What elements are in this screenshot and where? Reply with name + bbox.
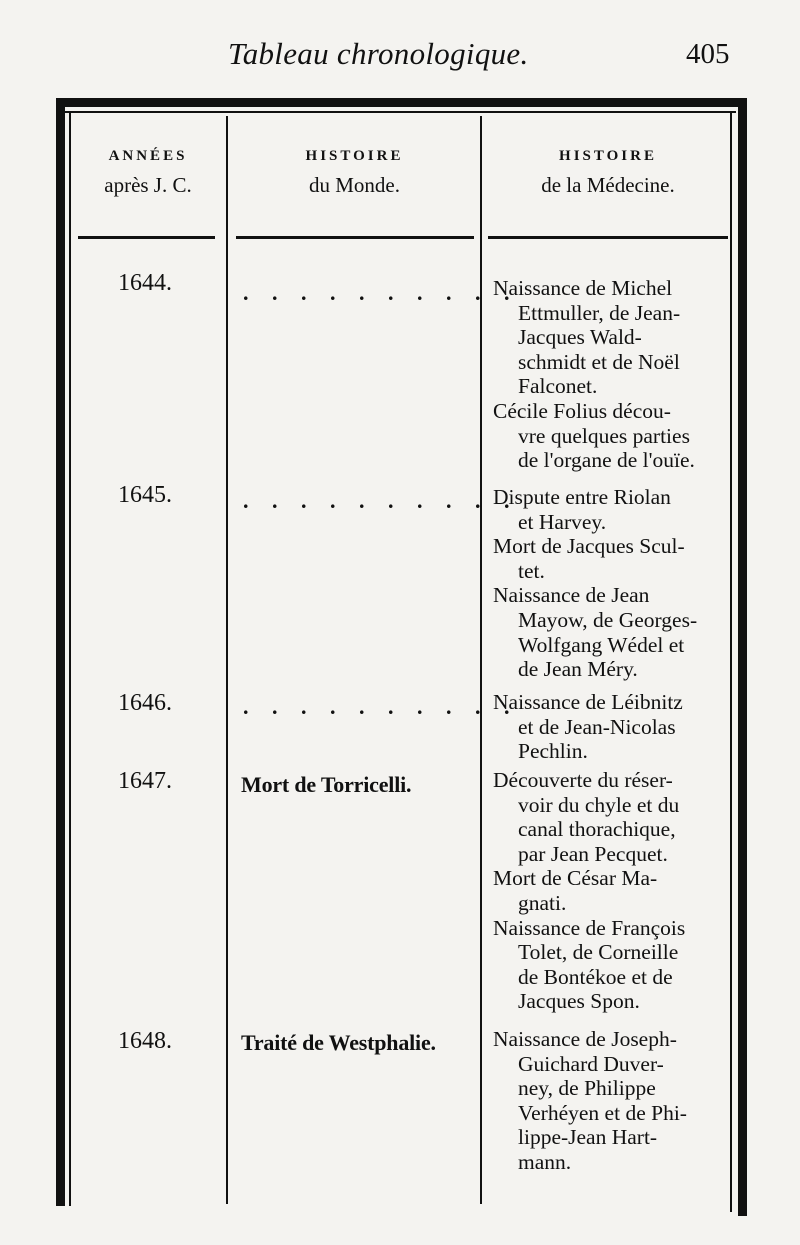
frame-top-thin-rule: [64, 111, 736, 113]
medicine-entries: [493, 276, 735, 473]
year-cell: 1646.: [118, 690, 172, 716]
column-header-sub: de la Médecine.: [541, 173, 675, 197]
entry-line: lippe-Jean Hart-: [518, 1125, 658, 1150]
entry-line: Wolfgang Wédel et: [518, 632, 685, 657]
entry-line: de l'organe de l'ouïe.: [518, 448, 695, 473]
entry-line: par Jean Pecquet.: [518, 841, 668, 866]
entry-line: Jacques Wald-: [518, 325, 642, 350]
entry-line: et de Jean-Nicolas: [518, 714, 676, 739]
entry-line: Naissance de François: [493, 915, 686, 940]
frame-left-inner-rule: [69, 112, 71, 1206]
header-underline-3: [488, 236, 728, 239]
column-header-sub: du Monde.: [309, 173, 400, 197]
frame-left-rule: [56, 98, 65, 1206]
column-header-medicine-history: [486, 148, 730, 198]
entry-line: Dispute entre Riolan: [493, 485, 671, 509]
column-header-world-history: [232, 148, 477, 198]
entry-line: Jacques Spon.: [518, 989, 640, 1014]
world-history-event: Mort de Torricelli.: [241, 772, 412, 797]
running-title: Tableau chronologique.: [228, 36, 529, 71]
entry-line: Falconet.: [518, 374, 598, 399]
medicine-entries: [493, 768, 735, 1014]
entry-line: Naissance de Jean: [493, 583, 650, 608]
entry-line: Découverte du réser-: [493, 768, 673, 792]
frame-right-rule: [738, 98, 747, 1216]
entry-line: Cécile Folius décou-: [493, 398, 671, 423]
entry-line: gnati.: [518, 890, 567, 915]
column-header-sub: après J. C.: [104, 173, 192, 197]
entry-line: Mayow, de Georges-: [518, 607, 698, 632]
entry-line: de Jean Méry.: [518, 657, 638, 682]
entry-line: tet.: [518, 558, 545, 583]
world-history-leader-dots: . . . . . . . . . .: [243, 694, 519, 719]
entry-line: voir du chyle et du: [518, 792, 680, 817]
column-divider-1: [226, 116, 228, 1204]
world-history-leader-dots: . . . . . . . . . .: [243, 280, 519, 305]
entry-line: vre quelques parties: [518, 423, 690, 448]
entry-line: Ettmuller, de Jean-: [518, 300, 681, 325]
header-underline-2: [236, 236, 474, 239]
column-header-caps: HISTOIRE: [559, 148, 657, 164]
year-cell: 1648.: [118, 1028, 172, 1054]
entry-line: Pechlin.: [518, 739, 588, 764]
page-number: 405: [686, 38, 730, 70]
entry-line: ney, de Philippe: [518, 1076, 656, 1101]
column-header-years: [74, 148, 222, 198]
world-history-event: Traité de Westphalie.: [241, 1030, 436, 1055]
entry-text: Naissance de Michel: [493, 276, 673, 300]
header-underline-1: [78, 236, 215, 239]
medicine-entries: [493, 690, 735, 764]
medicine-entries: [493, 1027, 735, 1175]
entry-line: [493, 276, 735, 301]
entry-line: Verhéyen et de Phi-: [518, 1100, 687, 1125]
medicine-entries: [493, 485, 735, 682]
entry-line: canal thorachique,: [518, 817, 676, 842]
world-history-leader-dots: . . . . . . . . . .: [243, 488, 519, 513]
frame-top-rule: [56, 98, 742, 107]
year-cell: 1645.: [118, 482, 172, 508]
entry-line: mann.: [518, 1149, 572, 1174]
entry-line: de Bontékoe et de: [518, 964, 673, 989]
column-header-caps: HISTOIRE: [305, 148, 404, 164]
year-cell: 1647.: [118, 768, 172, 794]
entry-line: Mort de César Ma-: [493, 866, 658, 891]
entry-line: Naissance de Joseph-: [493, 1027, 677, 1051]
entry-line: Guichard Duver-: [518, 1051, 664, 1076]
entry-line: Tolet, de Corneille: [518, 940, 679, 965]
entry-line: Naissance de Léibnitz: [493, 690, 683, 714]
year-cell: 1644.: [118, 270, 172, 296]
column-header-caps: ANNÉES: [108, 148, 188, 164]
entry-line: et Harvey.: [518, 509, 607, 534]
entry-line: Mort de Jacques Scul-: [493, 534, 685, 559]
entry-line: schmidt et de Noël: [518, 349, 680, 374]
